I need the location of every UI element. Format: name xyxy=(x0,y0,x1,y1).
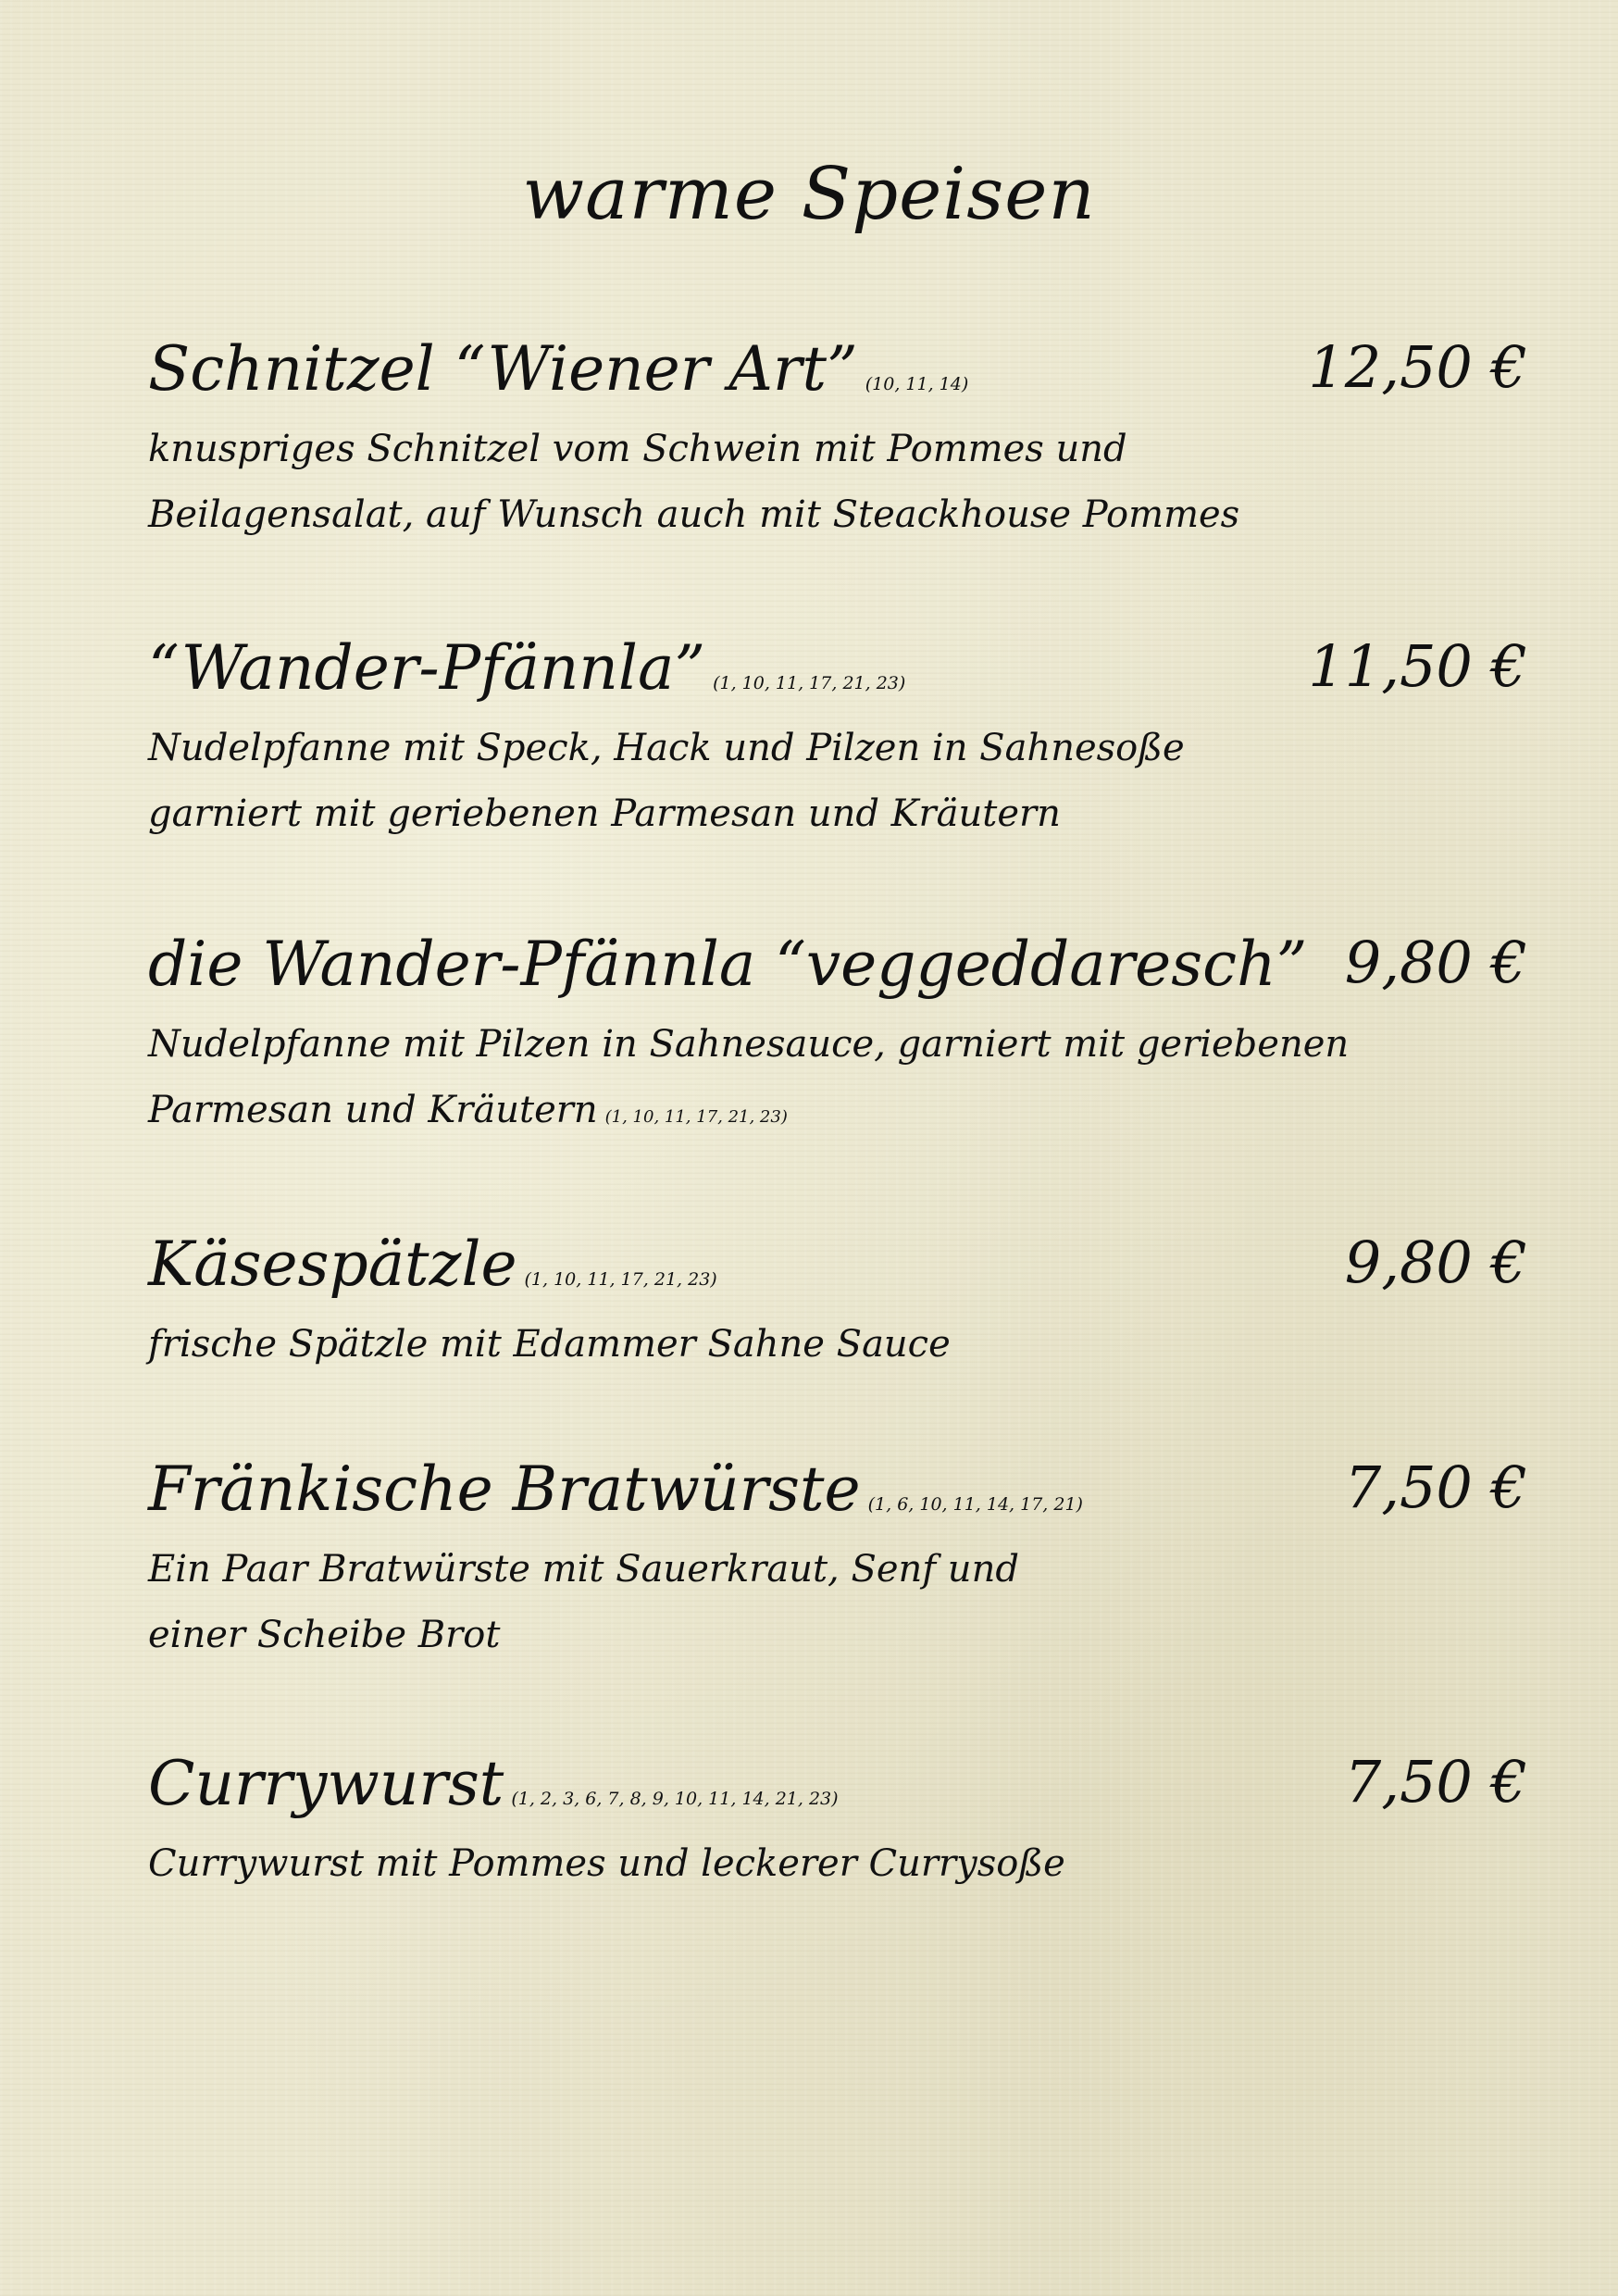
item-name: Schnitzel “Wiener Art” xyxy=(148,333,858,405)
menu-item xyxy=(148,929,1527,1150)
allergen-codes: (1, 2, 3, 6, 7, 8, 9, 10, 11, 14, 21, 23) xyxy=(511,1789,839,1809)
menu-item-header xyxy=(148,632,1527,716)
menu-item xyxy=(148,1454,1527,1668)
item-price: 9,80 € xyxy=(1344,1229,1527,1296)
allergen-codes: (1, 6, 10, 11, 14, 17, 21) xyxy=(867,1494,1083,1515)
item-name: Käsespätzle xyxy=(148,1229,517,1300)
item-description-line: frische Spätzle mit Edammer Sahne Sauce xyxy=(148,1323,951,1366)
item-description-line: Ein Paar Bratwürste mit Sauerkraut, Senf und xyxy=(148,1548,1019,1591)
allergen-codes: (10, 11, 14) xyxy=(865,374,969,394)
page-title: warme Speisen xyxy=(522,153,1096,236)
menu-item xyxy=(148,632,1527,847)
item-description-line: Beilagensalat, auf Wunsch auch mit Steackhouse Pommes xyxy=(148,493,1240,536)
item-description-line: Nudelpfanne mit Pilzen in Sahnesauce, garniert mit geriebenen xyxy=(148,1023,1350,1066)
item-price: 7,50 € xyxy=(1344,1454,1527,1521)
allergen-codes: (1, 10, 11, 17, 21, 23) xyxy=(524,1269,717,1290)
item-price: 12,50 € xyxy=(1308,333,1527,401)
menu-item-header xyxy=(148,333,1527,417)
allergen-codes: (1, 10, 11, 17, 21, 23) xyxy=(604,1107,788,1127)
item-description-line: garniert mit geriebenen Parmesan und Kräutern xyxy=(148,792,1061,835)
allergen-codes: (1, 10, 11, 17, 21, 23) xyxy=(713,673,906,693)
item-price: 11,50 € xyxy=(1308,632,1527,700)
menu-item-header xyxy=(148,1748,1527,1831)
item-description-text: Parmesan und Kräutern xyxy=(148,1089,598,1131)
menu-item-header xyxy=(148,929,1527,1012)
menu-item xyxy=(148,1748,1527,1897)
item-description-line: Nudelpfanne mit Speck, Hack und Pilzen in Sahnesoße xyxy=(148,727,1185,769)
item-price: 9,80 € xyxy=(1344,929,1527,996)
item-description-line: knuspriges Schnitzel vom Schwein mit Pommes und xyxy=(148,428,1127,470)
item-description-line: einer Scheibe Brot xyxy=(148,1614,501,1656)
item-description-line: Currywurst mit Pommes und leckerer Currysoße xyxy=(148,1842,1065,1885)
menu-item-header xyxy=(148,1229,1527,1312)
item-price: 7,50 € xyxy=(1344,1748,1527,1816)
item-name: die Wander-Pfännla “veggeddaresch” xyxy=(148,929,1308,1000)
item-name: Currywurst xyxy=(148,1748,504,1819)
menu-item-header xyxy=(148,1454,1527,1537)
menu-item xyxy=(148,1229,1527,1378)
item-description-line xyxy=(148,1078,1527,1150)
item-name: “Wander-Pfännla” xyxy=(148,632,706,704)
menu-item xyxy=(148,333,1527,548)
item-name: Fränkische Bratwürste xyxy=(148,1454,861,1525)
